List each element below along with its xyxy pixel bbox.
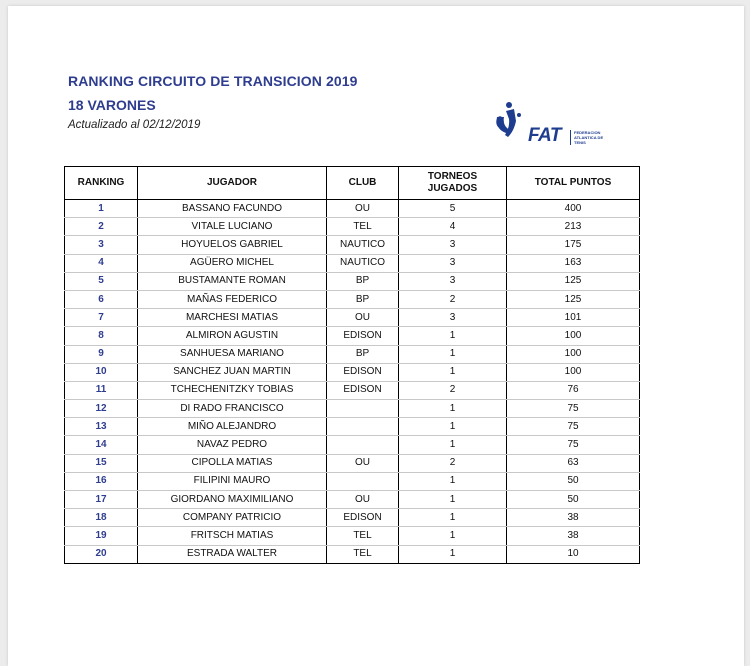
tournaments-cell: 3: [399, 236, 507, 254]
rank-cell: 13: [65, 418, 138, 436]
club-cell: TEL: [327, 545, 399, 563]
fat-logo-text: FAT: [528, 125, 561, 146]
document-subtitle: 18 VARONES: [68, 97, 156, 113]
table-row: [65, 272, 640, 290]
tournaments-cell: 1: [399, 527, 507, 545]
player-cell: FRITSCH MATIAS: [138, 527, 327, 545]
tournaments-cell: 2: [399, 290, 507, 308]
points-cell: 175: [507, 236, 640, 254]
table-row: [65, 363, 640, 381]
rank-cell: 19: [65, 527, 138, 545]
ranking-table: [64, 166, 640, 564]
club-cell: BP: [327, 345, 399, 363]
player-cell: HOYUELOS GABRIEL: [138, 236, 327, 254]
player-cell: ALMIRON AGUSTIN: [138, 327, 327, 345]
player-cell: DI RADO FRANCISCO: [138, 400, 327, 418]
tournaments-cell: 5: [399, 200, 507, 218]
player-cell: MAÑAS FEDERICO: [138, 290, 327, 308]
rank-cell: 7: [65, 309, 138, 327]
table-row: [65, 200, 640, 218]
table-row: [65, 236, 640, 254]
rank-cell: 6: [65, 290, 138, 308]
table-row: [65, 509, 640, 527]
player-cell: NAVAZ PEDRO: [138, 436, 327, 454]
club-cell: BP: [327, 290, 399, 308]
table-row: [65, 436, 640, 454]
points-cell: 213: [507, 218, 640, 236]
points-cell: 50: [507, 472, 640, 490]
points-cell: 163: [507, 254, 640, 272]
table-row: [65, 454, 640, 472]
club-cell: OU: [327, 200, 399, 218]
rank-cell: 14: [65, 436, 138, 454]
table-row: [65, 418, 640, 436]
header-torneos-jugados: TORNEOS JUGADOS: [399, 167, 507, 200]
points-cell: 101: [507, 309, 640, 327]
table-header-row: [65, 167, 640, 200]
points-cell: 100: [507, 327, 640, 345]
player-cell: COMPANY PATRICIO: [138, 509, 327, 527]
table-row: [65, 345, 640, 363]
tournaments-cell: 1: [399, 491, 507, 509]
rank-cell: 12: [65, 400, 138, 418]
club-cell: TEL: [327, 218, 399, 236]
tournaments-cell: 1: [399, 363, 507, 381]
rank-cell: 16: [65, 472, 138, 490]
rank-cell: 4: [65, 254, 138, 272]
header-total-puntos: TOTAL PUNTOS: [507, 167, 640, 200]
header-ranking: RANKING: [65, 167, 138, 200]
player-cell: MARCHESI MATIAS: [138, 309, 327, 327]
rank-cell: 2: [65, 218, 138, 236]
club-cell: OU: [327, 454, 399, 472]
tournaments-cell: 2: [399, 381, 507, 399]
player-cell: ESTRADA WALTER: [138, 545, 327, 563]
club-cell: [327, 472, 399, 490]
player-cell: SANCHEZ JUAN MARTIN: [138, 363, 327, 381]
points-cell: 125: [507, 272, 640, 290]
club-cell: OU: [327, 309, 399, 327]
player-cell: CIPOLLA MATIAS: [138, 454, 327, 472]
tournaments-cell: 1: [399, 509, 507, 527]
tournaments-cell: 4: [399, 218, 507, 236]
table-row: [65, 327, 640, 345]
tournaments-cell: 1: [399, 545, 507, 563]
points-cell: 400: [507, 200, 640, 218]
points-cell: 125: [507, 290, 640, 308]
club-cell: NAUTICO: [327, 236, 399, 254]
club-cell: OU: [327, 491, 399, 509]
club-cell: NAUTICO: [327, 254, 399, 272]
player-cell: BASSANO FACUNDO: [138, 200, 327, 218]
player-cell: SANHUESA MARIANO: [138, 345, 327, 363]
points-cell: 38: [507, 509, 640, 527]
rank-cell: 5: [65, 272, 138, 290]
club-cell: [327, 400, 399, 418]
table-row: [65, 400, 640, 418]
rank-cell: 3: [65, 236, 138, 254]
rank-cell: 1: [65, 200, 138, 218]
points-cell: 38: [507, 527, 640, 545]
rank-cell: 17: [65, 491, 138, 509]
points-cell: 63: [507, 454, 640, 472]
club-cell: EDISON: [327, 363, 399, 381]
tournaments-cell: 3: [399, 272, 507, 290]
points-cell: 76: [507, 381, 640, 399]
club-cell: BP: [327, 272, 399, 290]
club-cell: EDISON: [327, 381, 399, 399]
tournaments-cell: 3: [399, 254, 507, 272]
points-cell: 75: [507, 400, 640, 418]
club-cell: [327, 436, 399, 454]
player-cell: GIORDANO MAXIMILIANO: [138, 491, 327, 509]
table-row: [65, 545, 640, 563]
table-row: [65, 218, 640, 236]
table-row: [65, 491, 640, 509]
tournaments-cell: 1: [399, 436, 507, 454]
fat-logo-subtext-label: FEDERACION ATLANTICA DE TENIS: [574, 130, 604, 145]
tournaments-cell: 1: [399, 472, 507, 490]
table-row: [65, 254, 640, 272]
club-cell: EDISON: [327, 509, 399, 527]
tournaments-cell: 1: [399, 418, 507, 436]
points-cell: 50: [507, 491, 640, 509]
club-cell: [327, 418, 399, 436]
table-row: [65, 309, 640, 327]
points-cell: 100: [507, 363, 640, 381]
fat-logo-subtext: [570, 130, 610, 145]
rank-cell: 18: [65, 509, 138, 527]
points-cell: 75: [507, 418, 640, 436]
player-cell: MIÑO ALEJANDRO: [138, 418, 327, 436]
header-club: CLUB: [327, 167, 399, 200]
player-cell: TCHECHENITZKY TOBIAS: [138, 381, 327, 399]
points-cell: 75: [507, 436, 640, 454]
updated-date: Actualizado al 02/12/2019: [68, 119, 201, 131]
table-row: [65, 472, 640, 490]
table-row: [65, 290, 640, 308]
rank-cell: 9: [65, 345, 138, 363]
points-cell: 100: [507, 345, 640, 363]
rank-cell: 8: [65, 327, 138, 345]
table-row: [65, 527, 640, 545]
rank-cell: 11: [65, 381, 138, 399]
player-cell: AGÜERO MICHEL: [138, 254, 327, 272]
player-cell: VITALE LUCIANO: [138, 218, 327, 236]
player-cell: BUSTAMANTE ROMAN: [138, 272, 327, 290]
tournaments-cell: 1: [399, 345, 507, 363]
rank-cell: 15: [65, 454, 138, 472]
points-cell: 10: [507, 545, 640, 563]
tournaments-cell: 1: [399, 327, 507, 345]
tournaments-cell: 2: [399, 454, 507, 472]
tournaments-cell: 1: [399, 400, 507, 418]
club-cell: TEL: [327, 527, 399, 545]
document-title: RANKING CIRCUITO DE TRANSICION 2019: [68, 73, 358, 89]
header-jugador: JUGADOR: [138, 167, 327, 200]
tournaments-cell: 3: [399, 309, 507, 327]
club-cell: EDISON: [327, 327, 399, 345]
rank-cell: 10: [65, 363, 138, 381]
rank-cell: 20: [65, 545, 138, 563]
player-cell: FILIPINI MAURO: [138, 472, 327, 490]
table-row: [65, 381, 640, 399]
